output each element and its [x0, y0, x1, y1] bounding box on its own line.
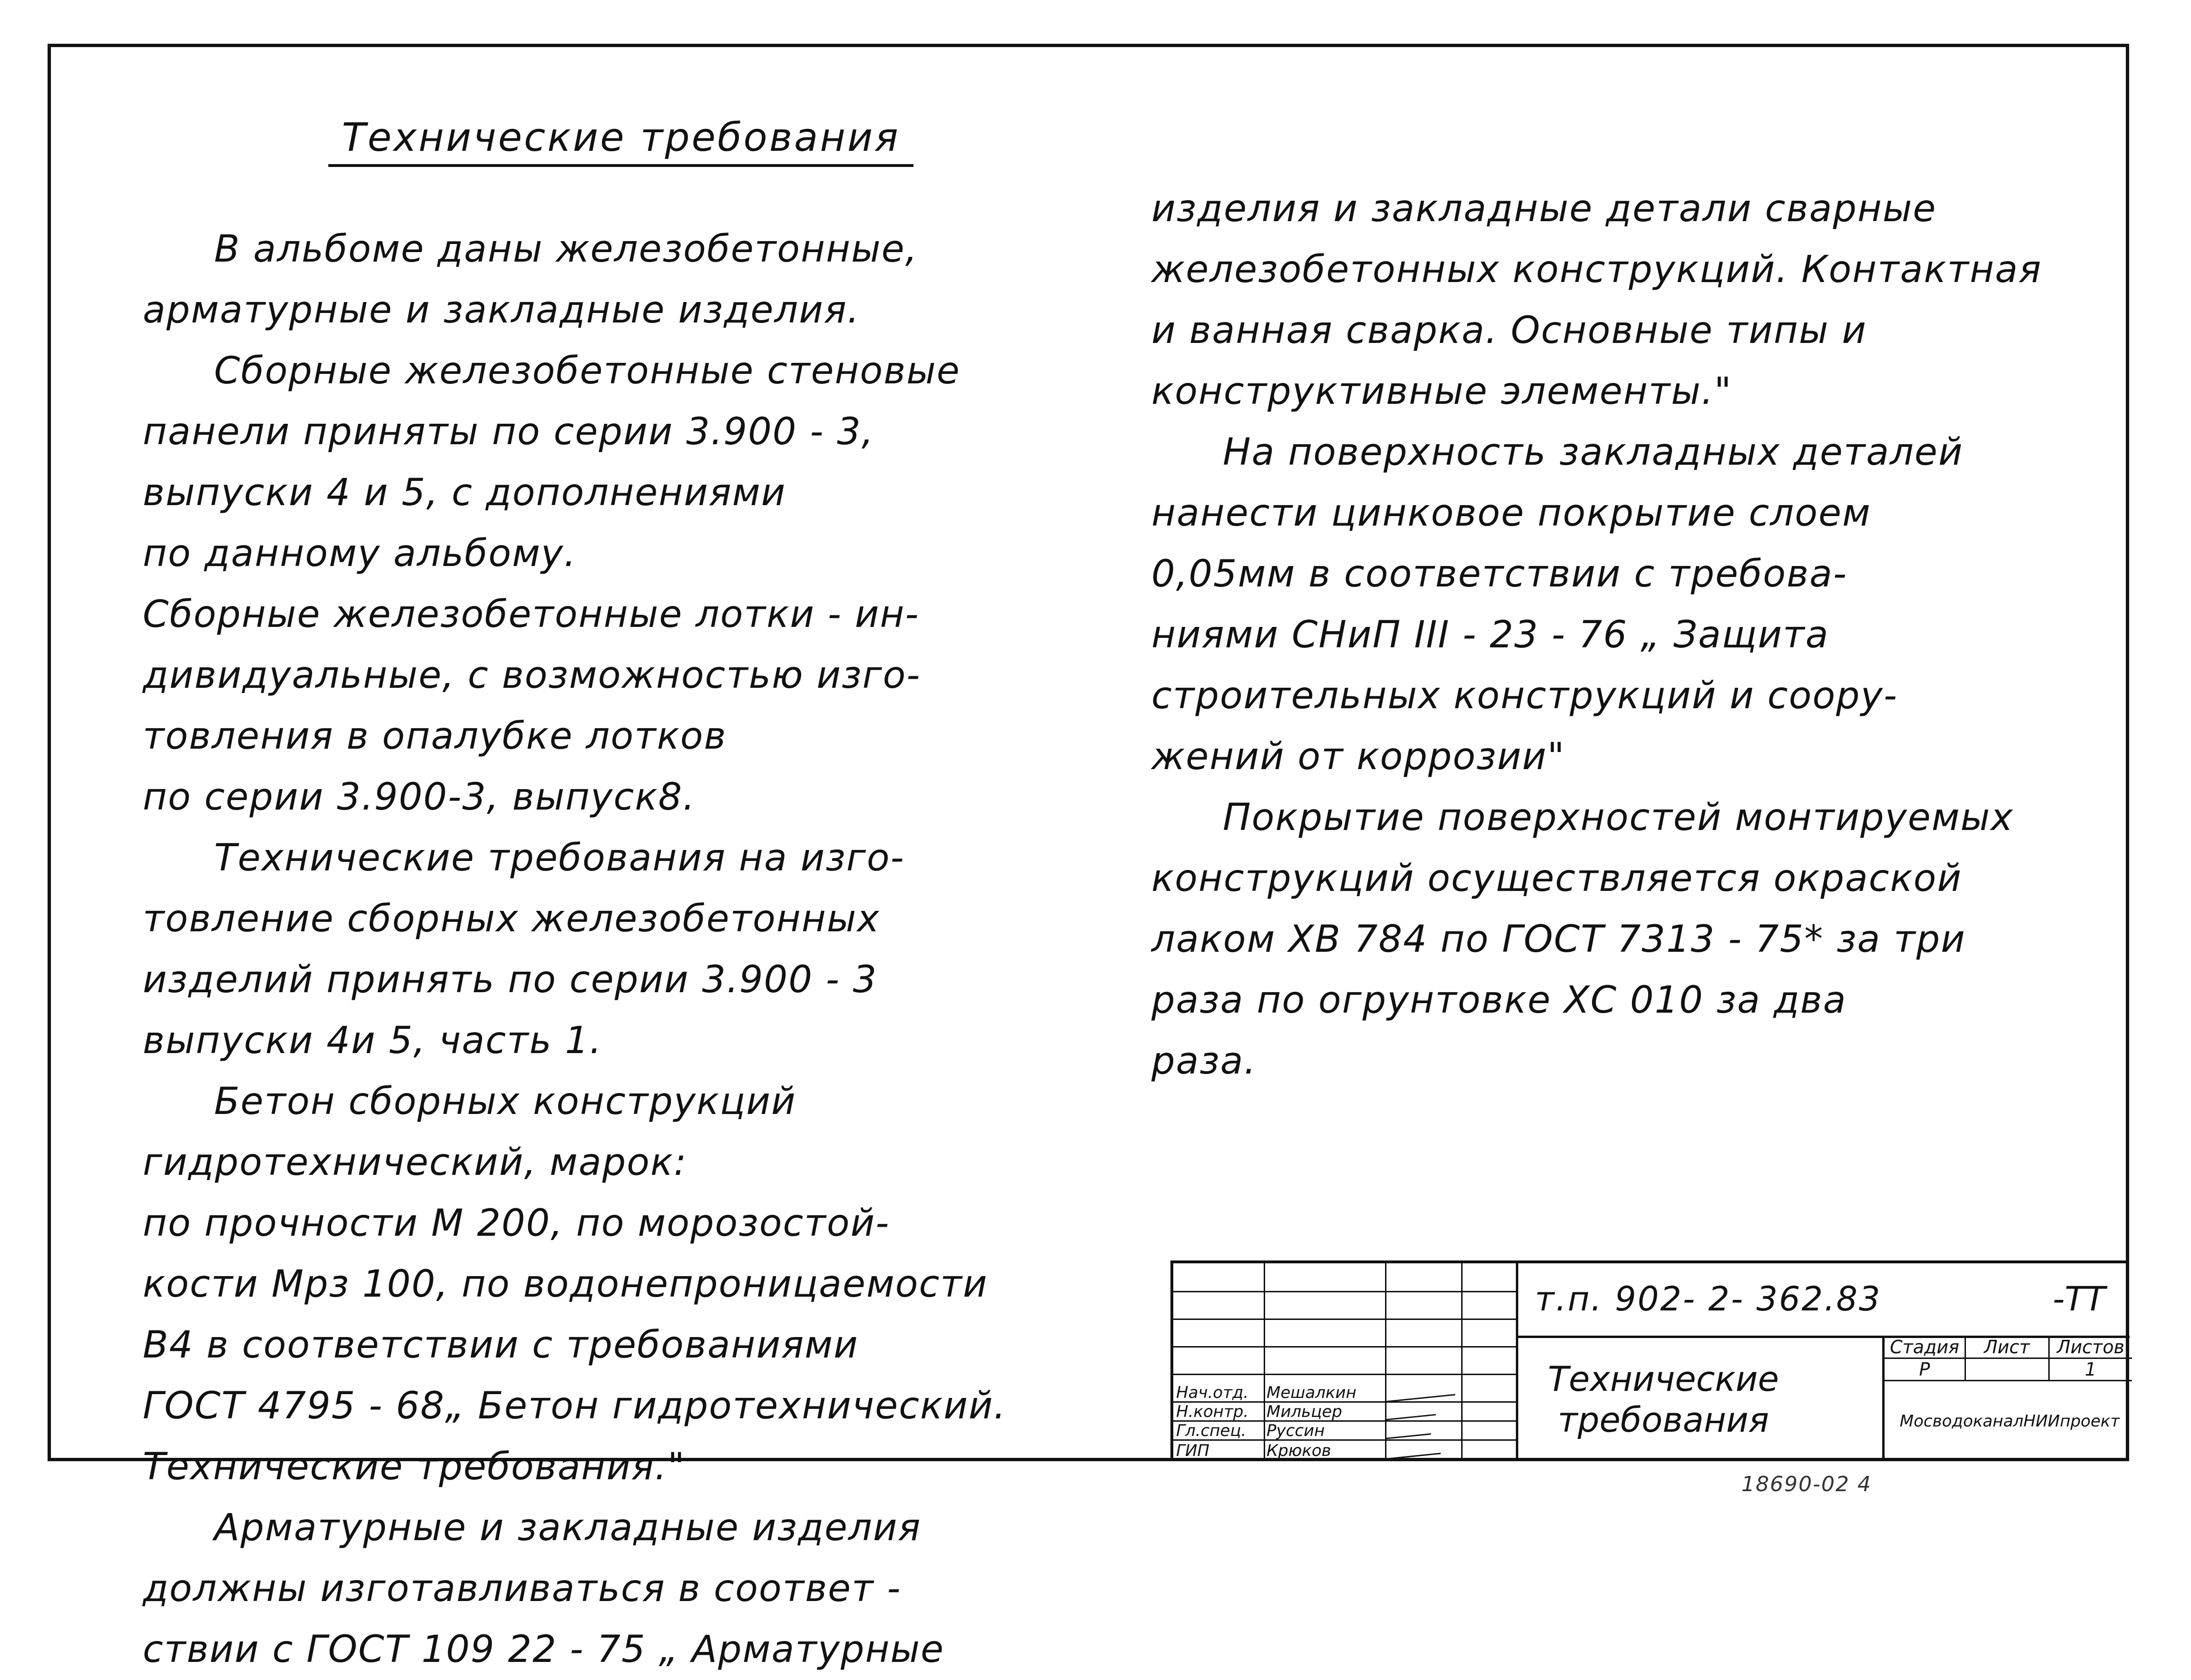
- text-line: жений от коррозии": [1151, 735, 1565, 778]
- signature-icon: [1386, 1400, 1441, 1420]
- text-line: лаком ХВ 784 по ГОСТ 7313 - 75* за три: [1151, 918, 1966, 961]
- stage-header: Стадия: [1890, 1337, 1959, 1358]
- text-line: На поверхность закладных деталей: [1223, 431, 1964, 474]
- document-title: Технические требования: [328, 112, 914, 167]
- document-suffix: -ТТ: [2053, 1280, 2105, 1319]
- right-text-column: [1151, 178, 2084, 1092]
- text-line: и ванная сварка. Основные типы и: [1151, 309, 1867, 352]
- text-line: кости Мрз 100, по водонепроницаемости: [143, 1263, 988, 1306]
- role-label: Н.контр.: [1176, 1402, 1249, 1421]
- text-line: Бетон сборных конструкций: [214, 1080, 796, 1123]
- text-line: товление сборных железобетонных: [143, 898, 880, 940]
- stamp-title: Технические требования: [1548, 1359, 1779, 1440]
- person-name: Мешалкин: [1267, 1383, 1356, 1402]
- text-line: нанести цинковое покрытие слоем: [1151, 492, 1871, 535]
- text-line: строительных конструкций и соору-: [1151, 674, 1898, 717]
- organization-name: МосводоканалНИИпроект: [1899, 1412, 2120, 1431]
- role-label: Нач.отд.: [1176, 1383, 1249, 1402]
- text-line: ствии с ГОСТ 109 22 - 75 „ Арматурные: [143, 1628, 944, 1671]
- text-line: конструкций осуществляется окраской: [1151, 857, 1963, 900]
- stage-table: [1882, 1336, 2132, 1461]
- text-line: ГОСТ 4795 - 68„ Бетон гидротехнический.: [143, 1385, 1007, 1427]
- text-line: В4 в соответствии с требованиями: [143, 1324, 859, 1367]
- signature-icon: [1386, 1419, 1436, 1439]
- text-line: дивидуальные, с возможностью изго-: [143, 654, 921, 697]
- stamp-divider: [1516, 1263, 1518, 1461]
- text-line: по прочности М 200, по морозостой-: [143, 1202, 890, 1245]
- text-line: железобетонных конструкций. Контактная: [1151, 248, 2042, 291]
- text-line: Сборные железобетонные стеновые: [214, 350, 961, 392]
- text-line: по серии 3.900-3, выпуск8.: [143, 776, 696, 819]
- text-line: конструктивные элементы.": [1151, 370, 1732, 413]
- text-line: товления в опалубке лотков: [143, 715, 727, 758]
- grid-line: [1885, 1380, 2132, 1381]
- text-line: Покрытие поверхностей монтируемых: [1223, 796, 2014, 839]
- sheets-value: 1: [2084, 1359, 2097, 1380]
- signature-grid: [1173, 1263, 1516, 1461]
- archive-number: 18690-02 4: [1741, 1472, 1872, 1496]
- text-line: арматурные и закладные изделия.: [143, 289, 860, 332]
- left-text-column: [143, 219, 1018, 1680]
- person-name: Мильцер: [1267, 1402, 1342, 1421]
- grid-line: [1385, 1263, 1386, 1461]
- text-line: Технические требования на изго-: [214, 837, 905, 879]
- text-line: гидротехнический, марок:: [143, 1141, 688, 1184]
- grid-line: [1173, 1291, 1516, 1292]
- sheet-header: Лист: [1984, 1337, 2030, 1358]
- text-line: изделий принять по серии 3.900 - 3: [143, 958, 878, 1001]
- text-line: изделия и закладные детали сварные: [1151, 187, 1937, 230]
- person-name: Руссин: [1267, 1421, 1325, 1440]
- signature-icon: [1386, 1438, 1446, 1459]
- text-line: 0,05мм в соответствии с требова-: [1151, 553, 1847, 596]
- text-line: ниями СНиП III - 23 - 76 „ Защита: [1151, 614, 1829, 656]
- stage-value: Р: [1919, 1359, 1930, 1380]
- signature-icon: [1385, 1380, 1461, 1402]
- person-name: Крюков: [1267, 1441, 1331, 1460]
- text-line: раза по огрунтовке ХС 010 за два: [1151, 979, 1847, 1022]
- text-line: должны изготавливаться в соответ -: [143, 1567, 902, 1610]
- grid-line: [1461, 1263, 1463, 1461]
- text-line: Технические требования.": [143, 1446, 686, 1488]
- sheets-header: Листов: [2057, 1337, 2124, 1358]
- grid-line: [1173, 1319, 1516, 1320]
- text-line: Сборные железобетонные лотки - ин-: [143, 593, 920, 636]
- title-block: [1170, 1260, 2129, 1461]
- role-label: ГИП: [1176, 1441, 1209, 1460]
- text-line: панели приняты по серии 3.900 - 3,: [143, 410, 874, 453]
- role-label: Гл.спец.: [1176, 1421, 1247, 1440]
- text-line: раза.: [1151, 1040, 1257, 1083]
- text-line: Арматурные и закладные изделия: [214, 1506, 922, 1549]
- grid-line: [1173, 1346, 1516, 1348]
- text-line: выпуски 4и 5, часть 1.: [143, 1019, 602, 1062]
- document-code: т.п. 902- 2- 362.83: [1535, 1280, 1882, 1319]
- grid-line: [1173, 1374, 1516, 1375]
- grid-line: [1264, 1263, 1265, 1461]
- text-line: по данному альбому.: [143, 532, 577, 575]
- text-line: выпуски 4 и 5, с дополнениями: [143, 471, 786, 514]
- text-line: В альбоме даны железобетонные,: [214, 228, 918, 271]
